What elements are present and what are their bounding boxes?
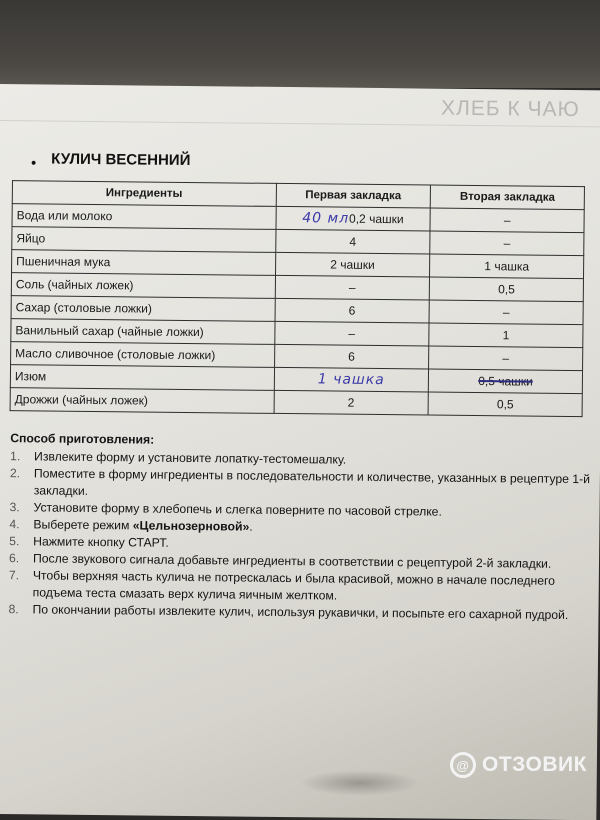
first-load-value: 6 bbox=[275, 298, 430, 323]
step-number: 4. bbox=[9, 517, 20, 532]
running-head: ХЛЕБ К ЧАЮ bbox=[440, 96, 580, 122]
ingredient-name: Дрожжи (чайных ложек) bbox=[10, 388, 274, 414]
step-text-end: . bbox=[249, 519, 253, 534]
second-load-value: 0,5 bbox=[429, 277, 583, 302]
first-load-value: – bbox=[275, 275, 430, 300]
otzovik-logo-icon: @ bbox=[450, 752, 476, 778]
second-load-cell bbox=[429, 369, 583, 394]
table-row bbox=[10, 388, 582, 417]
ingredient-name: Изюм bbox=[10, 365, 274, 391]
method-section bbox=[8, 430, 594, 624]
step-number: 2. bbox=[9, 466, 21, 481]
ingredient-name: Сахар (столовые ложки) bbox=[11, 296, 275, 322]
steps-list bbox=[8, 448, 594, 624]
second-load-value: – bbox=[429, 346, 583, 371]
step-text: После звукового сигнала добавьте ингредиенты в соответствии с рецептурой 2-й закладки. bbox=[32, 551, 552, 571]
first-load-cell bbox=[274, 367, 429, 392]
step-number: 3. bbox=[9, 500, 20, 515]
step-text: По окончании работы извлеките кулич, используя рукавички, и посыпьте его сахарной пудрой. bbox=[32, 602, 569, 623]
second-load-value: 0,5 bbox=[428, 392, 582, 417]
step-text: Чтобы верхняя часть кулича не потрескалась и была красивой, можно в начале последнего подъема теста смазать верх кулича яичным желтком. bbox=[32, 568, 556, 603]
first-load-value: 0,2 чашки bbox=[349, 211, 404, 227]
step-number: 6. bbox=[8, 551, 20, 566]
step-number: 5. bbox=[9, 534, 20, 549]
step-number: 1. bbox=[10, 449, 21, 464]
header-second-load: Вторая закладка bbox=[430, 185, 584, 210]
watermark-text: ОТЗОВИК bbox=[482, 753, 587, 776]
step-text: Нажмите кнопку СТАРТ. bbox=[33, 534, 169, 550]
second-load-value: – bbox=[430, 208, 584, 233]
second-load-value: 1 чашка bbox=[430, 254, 584, 279]
title-bullet: • bbox=[31, 154, 37, 171]
ingredient-name: Пшеничная мука bbox=[12, 250, 276, 276]
step-text: Извлеките форму и установите лопатку-тестомешалку. bbox=[34, 449, 347, 467]
step-text: Поместите в форму ингредиенты в последовательности и количестве, указанных в рецептуре 1-й закладки. bbox=[33, 466, 591, 498]
first-load-value: 4 bbox=[275, 229, 430, 254]
first-load-value: 2 bbox=[274, 390, 429, 415]
ingredient-name: Соль (чайных ложек) bbox=[11, 273, 275, 299]
step-number: 8. bbox=[8, 602, 19, 617]
method-title: Способ приготовления: bbox=[10, 431, 155, 447]
ingredients-table bbox=[10, 180, 585, 417]
step-text: Установите форму в хлебопечь и слегка поверните по часовой стрелке. bbox=[33, 500, 442, 519]
first-load-value: 2 чашки bbox=[275, 252, 430, 277]
handwritten-note: 1 чашка bbox=[317, 371, 385, 389]
second-load-value: – bbox=[429, 300, 583, 325]
first-load-value: 6 bbox=[274, 344, 429, 369]
mode-name: «Цельнозерновой» bbox=[132, 518, 250, 534]
handwritten-note: 40 мл bbox=[302, 210, 350, 227]
step-number: 7. bbox=[8, 568, 20, 583]
ingredient-name: Яйцо bbox=[12, 227, 276, 253]
recipe-title: КУЛИЧ ВЕСЕННИЙ bbox=[51, 150, 191, 170]
header-first-load: Первая закладка bbox=[276, 183, 431, 208]
otzovik-watermark bbox=[450, 752, 587, 778]
ingredient-name: Масло сливочное (столовые ложки) bbox=[11, 342, 275, 368]
book-page bbox=[0, 84, 600, 820]
header-ingredients: Ингредиенты bbox=[12, 181, 276, 207]
struck-value: 0,5 чашки bbox=[478, 374, 533, 389]
second-load-value: – bbox=[430, 231, 584, 256]
second-load-value: 1 bbox=[429, 323, 583, 348]
ingredient-name: Ванильный сахар (чайные ложки) bbox=[11, 319, 275, 345]
first-load-cell bbox=[275, 206, 430, 231]
step-text: Выберете режим bbox=[33, 517, 133, 533]
background-top bbox=[0, 0, 600, 88]
ingredient-name: Вода или молоко bbox=[12, 204, 276, 230]
first-load-value: – bbox=[274, 321, 429, 346]
photo-smudge bbox=[300, 770, 420, 796]
